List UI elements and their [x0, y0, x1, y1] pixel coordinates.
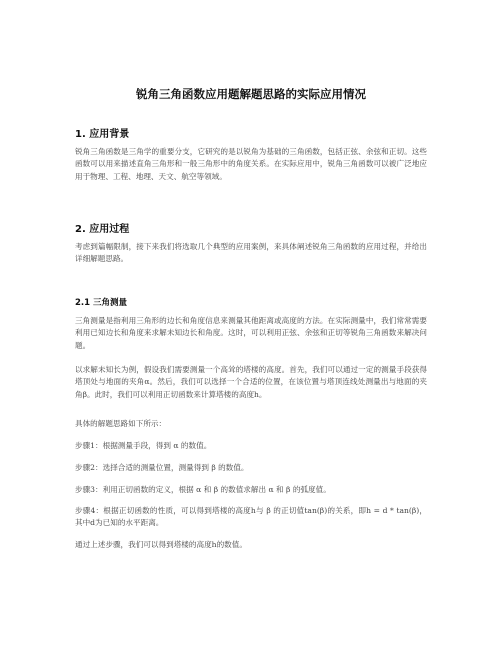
step-3-text: 步骤3：利用正切函数的定义，根据 α 和 β 的数值求解出 α 和 β 的弧度值。 — [75, 485, 331, 494]
section-heading-background: 1. 应用背景 — [75, 129, 130, 140]
triangulation-paragraph-intro: 三角测量是指利用三角形的边长和角度信息来测量其他距离或高度的方法。在实际测量中，我们常常需要利用已知边长和角度来求解未知边长和角度。这时，可以利用正弦、余弦和正切等锐角三角函数来解决问题。 — [75, 316, 427, 350]
triangulation-paragraph-example: 以求解未知长为例，假设我们需要测量一个高耸的塔楼的高度。首先，我们可以通过一定的测量手段获得塔顶处与地面的夹角α。然后，我们可以选择一个合适的位置，在该位置与塔顶连线处测量出与地面的夹角β。此时，我们可以利用正切函数来计算塔楼的高度h。 — [75, 365, 427, 399]
conclusion-text: 通过上述步骤，我们可以得到塔楼的高度h的数值。 — [75, 540, 247, 549]
section-heading-process: 2. 应用过程 — [75, 224, 130, 235]
step-2-text: 步骤2：选择合适的测量位置，测量得到 β 的数值。 — [75, 463, 249, 472]
step-4-text: 步骤4：根据正切函数的性质，可以得到塔楼的高度h与 β 的正切值tan(β)的关系，即h = d * tan(β)，其中d为已知的水平距离。 — [75, 506, 427, 528]
solution-intro-text: 具体的解题思路如下所示： — [75, 419, 167, 428]
section-process-paragraph: 考虑到篇幅限制，接下来我们将选取几个典型的应用案例，来具体阐述锐角三角函数的应用过程，并给出详细解题思路。 — [75, 242, 427, 264]
step-1-text: 步骤1：根据测量手段，得到 α 的数值。 — [75, 441, 212, 450]
document-title: 锐角三角函数应用题解题思路的实际应用情况 — [136, 87, 366, 101]
section-background-paragraph: 锐角三角函数是三角学的重要分支，它研究的是以锐角为基础的三角函数，包括正弦、余弦和正切。这些函数可以用来描述直角三角形和一般三角形中的角度关系。在实际应用中，锐角三角函数可以被广泛地应用于物理、工程、地理、天文、航空等领域。 — [75, 147, 427, 181]
subsection-heading-triangulation: 2.1 三角测量 — [75, 298, 128, 308]
